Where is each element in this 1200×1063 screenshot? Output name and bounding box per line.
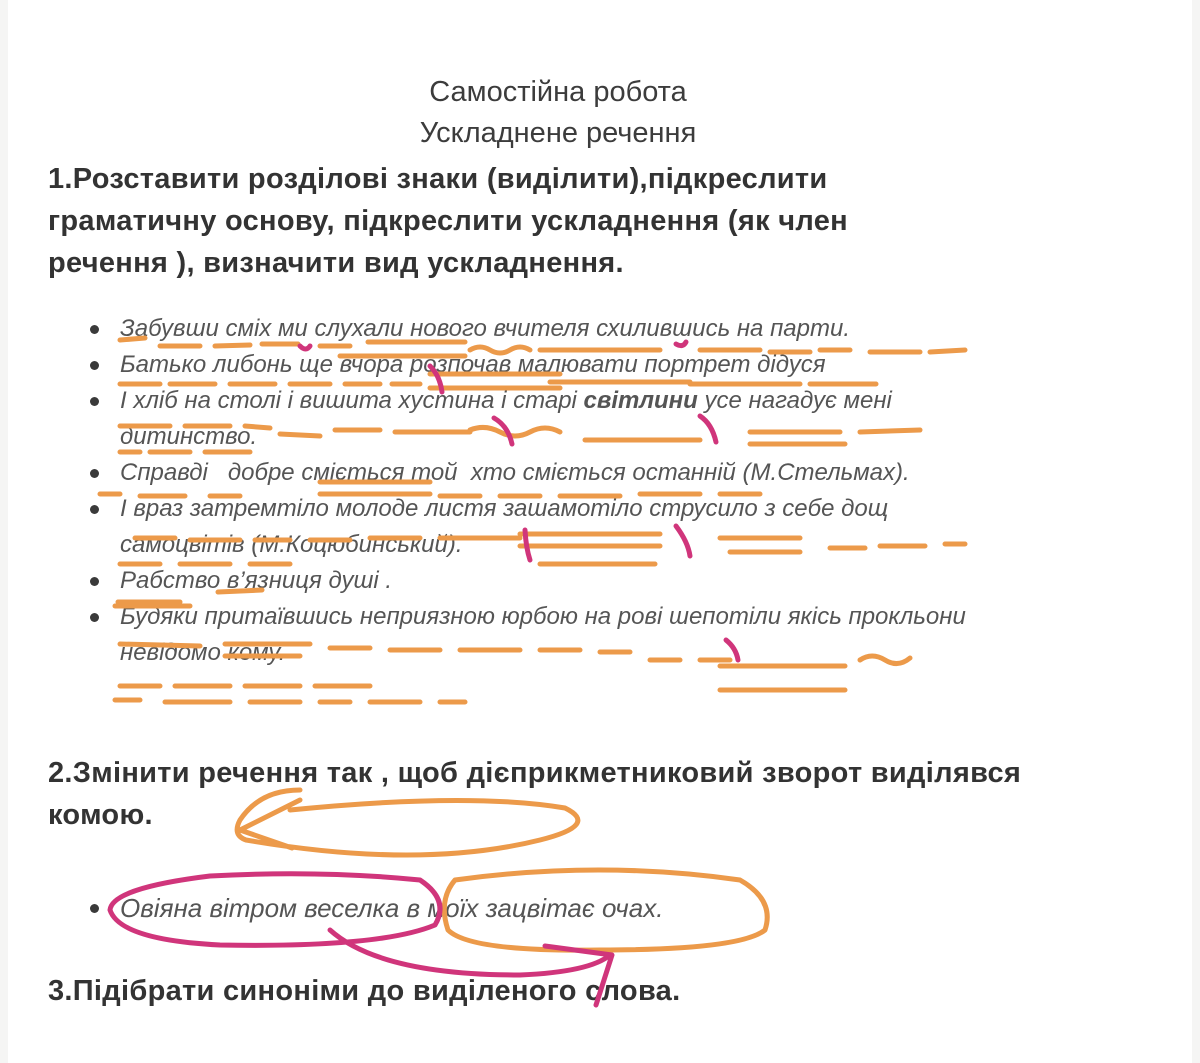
list-item	[120, 888, 920, 928]
document-page	[8, 0, 1192, 1063]
list-item	[120, 311, 1000, 347]
sentence-text: усе нагадує мені дитинство.	[120, 387, 892, 450]
list-item	[120, 491, 1000, 563]
list-item	[120, 563, 1000, 599]
list-item	[120, 347, 1000, 383]
sentence-text: Справді добре сміється той хто сміється останній (М.Стельмах).	[120, 459, 910, 486]
document-title: Самостійна робота	[429, 76, 687, 108]
exercise-2-sentence-list	[86, 888, 920, 928]
list-item	[120, 383, 1000, 455]
exercise-3-instruction: 3.Підібрати синоніми до виділеного слова.	[48, 975, 681, 1007]
sentence-text: І хліб на столі і вишита хустина і старі	[120, 387, 584, 414]
sentence-text: І враз затремтіло молоде листя зашамотіло струсило з себе дощ самоцвітів (М.Коцюбинський).	[120, 495, 889, 558]
sentence-text: Батько либонь ще вчора розпочав малювати портрет дідуся	[120, 351, 826, 378]
document-subtitle: Ускладнене речення	[419, 117, 697, 149]
sentence-text: Рабство в’язниця душі .	[120, 567, 393, 594]
exercise-1-instruction: 1.Розставити розділові знаки (виділити),підкреслити граматичну основу, підкреслити ускладнення (як член речення ), визначити вид ускладнення.	[48, 163, 848, 279]
exercise-1-sentence-list	[86, 311, 1000, 671]
sentence-text: Будяки притаївшись неприязною юрбою на рові шепотіли якісь прокльони невідомо кому.	[120, 603, 966, 666]
sentence-text: Забувши сміх ми слухали нового вчителя схилившись на парти.	[120, 315, 850, 342]
list-item	[120, 455, 1000, 491]
sentence-text: Овіяна вітром веселка в моїх зацвітає очах.	[120, 893, 664, 923]
highlighted-word: світлини	[583, 387, 698, 414]
list-item	[120, 599, 1000, 671]
exercise-2-instruction: 2.Змінити речення так , щоб дієприкметниковий зворот виділявся комою.	[48, 757, 1022, 831]
